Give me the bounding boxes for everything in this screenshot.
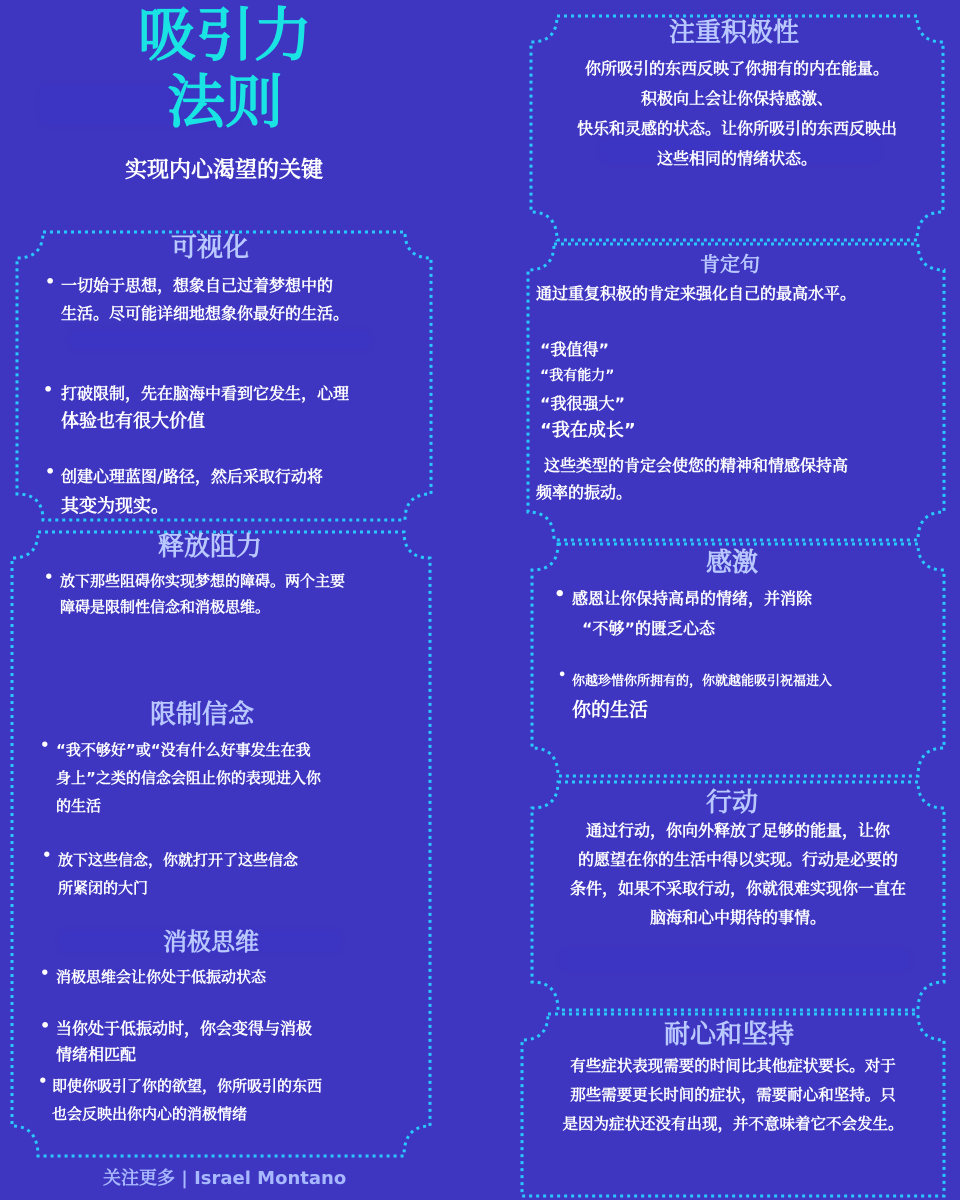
- gratitude-panel: [528, 540, 948, 780]
- section-title: 行动: [706, 788, 759, 818]
- affirmations-panel: [524, 240, 948, 544]
- section-title: 释放阻力: [158, 532, 263, 562]
- section-title: 耐心和坚持: [664, 1020, 795, 1050]
- list-item: • 消极思维会让你处于低振动状态: [40, 964, 267, 986]
- patience-panel: [518, 1010, 948, 1198]
- section-body: 你所吸引的东西反映了你拥有的内在能量。 积极向上会让你保持感激、 快乐和灵感的状态。让你所吸引的东西反映出 这些相同的情绪状态。: [576, 59, 897, 168]
- visualization-panel: [13, 228, 435, 524]
- affirmations-outro: 这些类型的肯定会使您的精神和情感保持高 频率的振动。: [536, 456, 849, 502]
- list-item: • 打破限制，先在脑海中看到它发生，心理 体验也有很大价值: [43, 380, 350, 432]
- list-item: • 创建心理蓝图/路径，然后采取行动将 其变为现实。: [45, 462, 323, 517]
- section-title: 肯定句: [700, 252, 760, 276]
- section-title: 感激: [706, 548, 759, 578]
- action-panel: [528, 778, 948, 1014]
- affirmations-intro: 通过重复积极的肯定来强化自己的最高水平。: [536, 284, 857, 303]
- page-title: 吸引力 法则: [137, 1, 312, 136]
- list-item: • 一切始于思想，想象自己过着梦想中的 生活。尽可能详细地想象你最好的生活。: [45, 272, 350, 323]
- section-title: 消极思维: [163, 928, 259, 956]
- section-body: 通过行动，你向外释放了足够的能量，让你 的愿望在你的生活中得以实现。行动是必要的 条件，如果不采取行动，你就很难实现你一直在 脑海和心中期待的事情。: [569, 821, 906, 927]
- list-item: • 放下那些阻碍你实现梦想的障碍。两个主要 障碍是限制性信念和消极思维。: [44, 568, 346, 616]
- list-item: • “我不够好”或“没有什么好事发生在我 身上”之类的信念会阻止你的表现进入你 的生活: [40, 736, 321, 815]
- footer-credit: 关注更多 | Israel Montano: [103, 1168, 347, 1189]
- affirmations-quotes: “我值得” “我有能力” “我很强大” “我在成长”: [540, 340, 636, 441]
- list-item: • 你越珍惜你所拥有的，你就越能吸引祝福进入 你的生活: [558, 668, 833, 721]
- page-subtitle: 实现内心渴望的关键: [125, 158, 324, 183]
- release-panel: [8, 528, 434, 1160]
- section-body: 有些症状表现需要的时间比其他症状要长。对于 那些需要更长时间的症状，需要耐心和坚持。只 是因为症状还没有出现，并不意味着它不会发生。: [562, 1057, 904, 1133]
- section-title: 可视化: [171, 233, 250, 263]
- list-item: • 即使你吸引了你的欲望，你所吸引的东西 也会反映出你内心的消极情绪: [38, 1072, 323, 1123]
- section-title: 限制信念: [150, 700, 255, 730]
- list-item: • 感恩让你保持高昂的情绪，并消除 “不够”的匮乏心态: [554, 584, 813, 638]
- list-item: • 当你处于低振动时，你会变得与消极 情绪相匹配: [40, 1016, 313, 1064]
- list-item: • 放下这些信念，你就打开了这些信念 所紧闭的大门: [42, 846, 299, 897]
- section-title: 注重积极性: [669, 18, 800, 48]
- positivity-panel: [527, 12, 947, 244]
